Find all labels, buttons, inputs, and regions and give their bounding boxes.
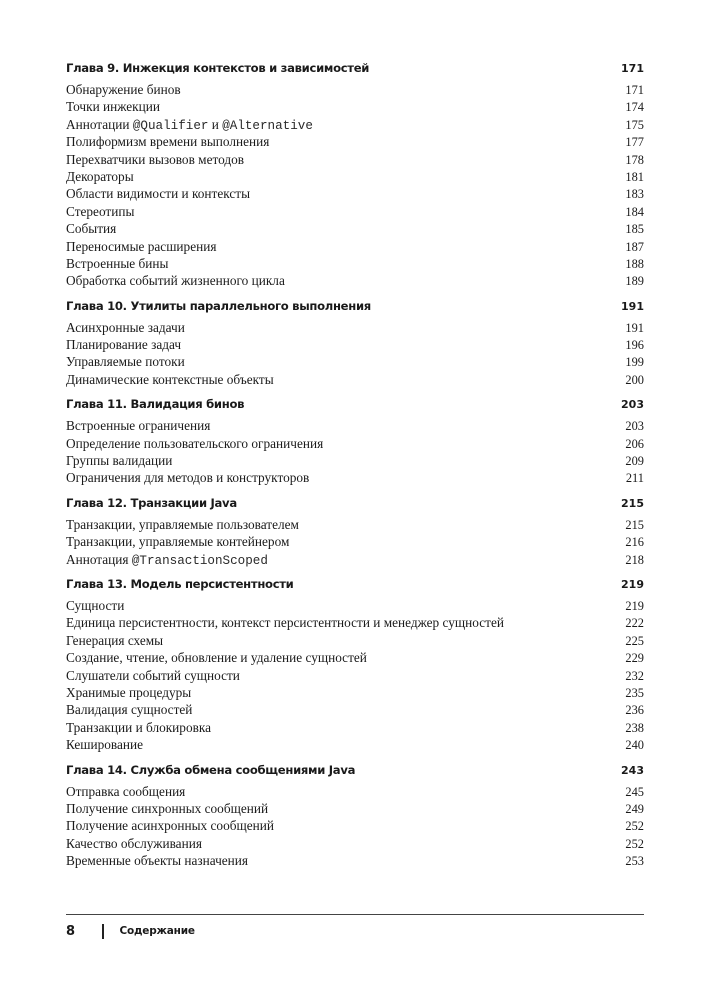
chapter-heading xyxy=(66,298,644,315)
toc-entry-label xyxy=(66,319,185,336)
toc-entry-text: Получение асинхронных сообщений xyxy=(66,818,274,834)
toc-entry-label xyxy=(66,800,268,817)
toc-entry xyxy=(66,319,644,336)
toc-entry-text: Встроенные бины xyxy=(66,255,169,271)
toc-entry xyxy=(66,597,644,614)
toc-entry-text: Области видимости и контексты xyxy=(66,186,251,202)
chapter-title: Глава 14. Служба обмена сообщениями Java xyxy=(66,762,356,777)
toc-entry-label xyxy=(66,783,185,800)
toc-entry-page-number: 181 xyxy=(625,169,644,184)
toc-entry-label xyxy=(66,185,250,202)
toc-entry-page-number: 200 xyxy=(625,372,644,387)
toc-entry-label xyxy=(66,516,299,533)
toc-entry-page-number: 184 xyxy=(625,204,644,219)
toc-entry-text: Качество обслуживания xyxy=(66,835,202,851)
page-number: 8 xyxy=(66,923,76,939)
toc-entry-text: Единица персистентности, контекст персистентности и менеджер сущностей xyxy=(66,615,504,631)
toc-entry xyxy=(66,417,644,434)
toc-entry-label xyxy=(66,133,269,150)
toc-entry-page-number: 222 xyxy=(625,616,644,631)
toc-entry-page-number: 218 xyxy=(625,552,644,567)
toc-entry-text: Обработка событий жизненного цикла xyxy=(66,273,285,289)
toc-entry-label xyxy=(66,701,192,718)
toc-entry-label xyxy=(66,597,124,614)
toc-entry-text: Полиформизм времени выполнения xyxy=(66,134,270,150)
toc-entry-page-number: 236 xyxy=(625,703,644,718)
toc-entry-text: Стереотипы xyxy=(66,203,135,219)
toc-entry-text: Генерация схемы xyxy=(66,632,164,648)
toc-entry xyxy=(66,272,644,289)
chapter-section xyxy=(66,495,644,568)
toc-entry-text: Валидация сущностей xyxy=(66,702,193,718)
toc-entry-page-number: 187 xyxy=(625,239,644,254)
toc-entry xyxy=(66,353,644,370)
toc-entry-page-number: 229 xyxy=(625,651,644,666)
toc-entry xyxy=(66,551,644,568)
toc-entry xyxy=(66,203,644,220)
toc-entry-page-number: 252 xyxy=(625,819,644,834)
toc-entry-page-number: 171 xyxy=(625,83,644,97)
toc-entry xyxy=(66,238,644,255)
chapter-page-number: 191 xyxy=(621,299,644,313)
toc-entry-text: Хранимые процедуры xyxy=(66,684,192,700)
toc-entry-page-number: 183 xyxy=(625,187,644,202)
toc-entry-page-number: 185 xyxy=(625,222,644,237)
toc-entry-label xyxy=(66,371,274,388)
toc-entry-page-number: 178 xyxy=(625,152,644,167)
toc-entry-label xyxy=(66,649,367,666)
chapter-page-number: 215 xyxy=(621,496,644,510)
footer-separator xyxy=(102,924,104,939)
toc-entry-text: Управляемые потоки xyxy=(66,354,185,370)
chapter-section xyxy=(66,576,644,754)
toc-entry xyxy=(66,852,644,869)
footer-divider xyxy=(66,914,644,915)
toc-entry-text: Временные объекты назначения xyxy=(66,853,249,869)
chapter-heading xyxy=(66,576,644,593)
code-annotation: @Qualifier xyxy=(132,118,209,133)
toc-entry xyxy=(66,701,644,718)
chapter-section xyxy=(66,60,644,290)
toc-entry-label xyxy=(66,469,309,486)
toc-entry-page-number: 235 xyxy=(625,685,644,700)
toc-entry-label xyxy=(66,435,323,452)
toc-entry-page-number: 206 xyxy=(625,436,644,451)
toc-entry xyxy=(66,81,644,98)
toc-entry-page-number: 232 xyxy=(625,668,644,683)
toc-entry-label xyxy=(66,736,143,753)
toc-entry-page-number: 240 xyxy=(625,738,644,753)
toc-entry-text: и xyxy=(208,116,223,132)
chapter-page-number: 203 xyxy=(621,398,644,412)
toc-entry-text: Транзакции, управляемые контейнером xyxy=(66,534,290,550)
toc-entry xyxy=(66,632,644,649)
toc-entry-label xyxy=(66,667,240,684)
page-footer xyxy=(66,921,195,941)
toc-entry xyxy=(66,255,644,272)
toc-entry-page-number: 189 xyxy=(625,274,644,289)
toc-entry-text: Сущности xyxy=(66,597,125,613)
chapter-section xyxy=(66,762,644,870)
toc-entry xyxy=(66,133,644,150)
toc-entry-label xyxy=(66,852,248,869)
toc-entry xyxy=(66,684,644,701)
toc-entry-page-number: 188 xyxy=(625,256,644,271)
toc-entry-label xyxy=(66,203,134,220)
toc-entry xyxy=(66,783,644,800)
toc-entry xyxy=(66,614,644,631)
toc-entry-label xyxy=(66,719,211,736)
toc-entry xyxy=(66,667,644,684)
toc-entry xyxy=(66,98,644,115)
toc-entry-text: Декораторы xyxy=(66,168,134,184)
toc-entry-page-number: 203 xyxy=(625,419,644,434)
chapter-title: Глава 11. Валидация бинов xyxy=(66,397,245,412)
toc-entry-text: Встроенные ограничения xyxy=(66,418,211,434)
toc-entry xyxy=(66,719,644,736)
toc-entry-text: Динамические контекстные объекты xyxy=(66,371,274,387)
toc-entry-page-number: 252 xyxy=(625,836,644,851)
toc-entry-text: Переносимые расширения xyxy=(66,238,217,254)
toc-entry-text: Аннотации xyxy=(66,116,133,132)
toc-entry-page-number: 209 xyxy=(625,454,644,469)
toc-entry-text: Слушатели событий сущности xyxy=(66,667,240,683)
chapter-section xyxy=(66,298,644,389)
toc-entry xyxy=(66,435,644,452)
toc-entry xyxy=(66,151,644,168)
toc-entry xyxy=(66,516,644,533)
toc-entry-text: Аннотация xyxy=(66,551,132,567)
toc-entry-page-number: 177 xyxy=(625,135,644,150)
chapter-heading xyxy=(66,60,644,77)
toc-entry-text: Транзакции и блокировка xyxy=(66,719,212,735)
toc-entry xyxy=(66,817,644,834)
toc-entry-text: Точки инжекции xyxy=(66,99,160,115)
toc-entry-page-number: 211 xyxy=(625,471,644,486)
toc-entry xyxy=(66,185,644,202)
chapter-title: Глава 10. Утилиты параллельного выполнения xyxy=(66,298,371,313)
chapter-heading xyxy=(66,762,644,779)
toc-entry-label xyxy=(66,684,191,701)
toc-entry-text: Асинхронные задачи xyxy=(66,319,185,335)
toc-entry-label xyxy=(66,81,181,98)
chapter-title: Глава 12. Транзакции Java xyxy=(66,495,237,510)
toc-entry xyxy=(66,469,644,486)
toc-entry-page-number: 199 xyxy=(625,355,644,370)
toc-entry xyxy=(66,116,644,133)
toc-entry-page-number: 219 xyxy=(625,598,644,613)
toc-entry-text: Отправка сообщения xyxy=(66,783,186,799)
toc-entry-text: Планирование задач xyxy=(66,337,182,353)
toc-entry-label xyxy=(66,168,134,185)
toc-entry-text: Перехватчики вызовов методов xyxy=(66,151,245,167)
toc-entry-label xyxy=(66,220,116,237)
table-of-contents xyxy=(66,60,644,877)
chapter-title: Глава 9. Инжекция контекстов и зависимостей xyxy=(66,61,370,75)
toc-entry-label xyxy=(66,614,504,631)
chapter-page-number: 243 xyxy=(621,763,644,777)
toc-entry-page-number: 238 xyxy=(625,720,644,735)
toc-entry xyxy=(66,168,644,185)
toc-entry xyxy=(66,835,644,852)
chapter-section xyxy=(66,396,644,487)
toc-entry-label xyxy=(66,151,244,168)
toc-entry-label xyxy=(66,533,289,550)
toc-entry-label xyxy=(66,551,268,570)
toc-entry-label xyxy=(66,632,163,649)
toc-entry-page-number: 225 xyxy=(625,633,644,648)
toc-entry-text: Кеширование xyxy=(66,737,144,753)
toc-entry-page-number: 215 xyxy=(625,517,644,532)
toc-entry-text: Группы валидации xyxy=(66,453,173,469)
toc-entry-page-number: 216 xyxy=(625,535,644,550)
toc-entry xyxy=(66,736,644,753)
toc-entry-text: События xyxy=(66,221,117,237)
toc-entry xyxy=(66,371,644,388)
toc-entry-label xyxy=(66,353,185,370)
chapter-page-number: 219 xyxy=(621,577,644,591)
toc-entry-label xyxy=(66,417,210,434)
chapter-title: Глава 13. Модель персистентности xyxy=(66,576,294,591)
running-head: Содержание xyxy=(119,925,195,937)
toc-entry-label xyxy=(66,255,168,272)
chapter-heading xyxy=(66,396,644,413)
toc-entry-label xyxy=(66,238,216,255)
toc-entry-label xyxy=(66,817,274,834)
toc-entry-text: Обнаружение бинов xyxy=(66,82,181,97)
chapter-heading xyxy=(66,495,644,512)
code-annotation: @TransactionScoped xyxy=(131,553,268,568)
toc-entry-label xyxy=(66,272,285,289)
toc-entry-text: Получение синхронных сообщений xyxy=(66,800,269,816)
toc-entry-text: Ограничения для методов и конструкторов xyxy=(66,470,310,486)
toc-entry xyxy=(66,533,644,550)
toc-entry xyxy=(66,336,644,353)
toc-entry-page-number: 174 xyxy=(625,100,644,115)
toc-entry-label xyxy=(66,835,202,852)
toc-entry xyxy=(66,452,644,469)
toc-entry-page-number: 245 xyxy=(625,784,644,799)
toc-entry-text: Создание, чтение, обновление и удаление сущностей xyxy=(66,650,367,666)
toc-entry-label xyxy=(66,98,160,115)
toc-entry-page-number: 196 xyxy=(625,338,644,353)
chapter-page-number: 171 xyxy=(621,62,644,75)
toc-entry-text: Транзакции, управляемые пользователем xyxy=(66,516,299,532)
toc-entry-label xyxy=(66,452,172,469)
toc-entry-text: Определение пользовательского ограничения xyxy=(66,435,324,451)
toc-entry xyxy=(66,649,644,666)
code-annotation: @Alternative xyxy=(222,118,313,133)
toc-entry-page-number: 175 xyxy=(625,117,644,132)
toc-entry xyxy=(66,220,644,237)
toc-entry-label xyxy=(66,336,181,353)
toc-entry xyxy=(66,800,644,817)
toc-entry-page-number: 249 xyxy=(625,801,644,816)
toc-entry-page-number: 253 xyxy=(625,854,644,869)
toc-entry-page-number: 191 xyxy=(625,320,644,335)
